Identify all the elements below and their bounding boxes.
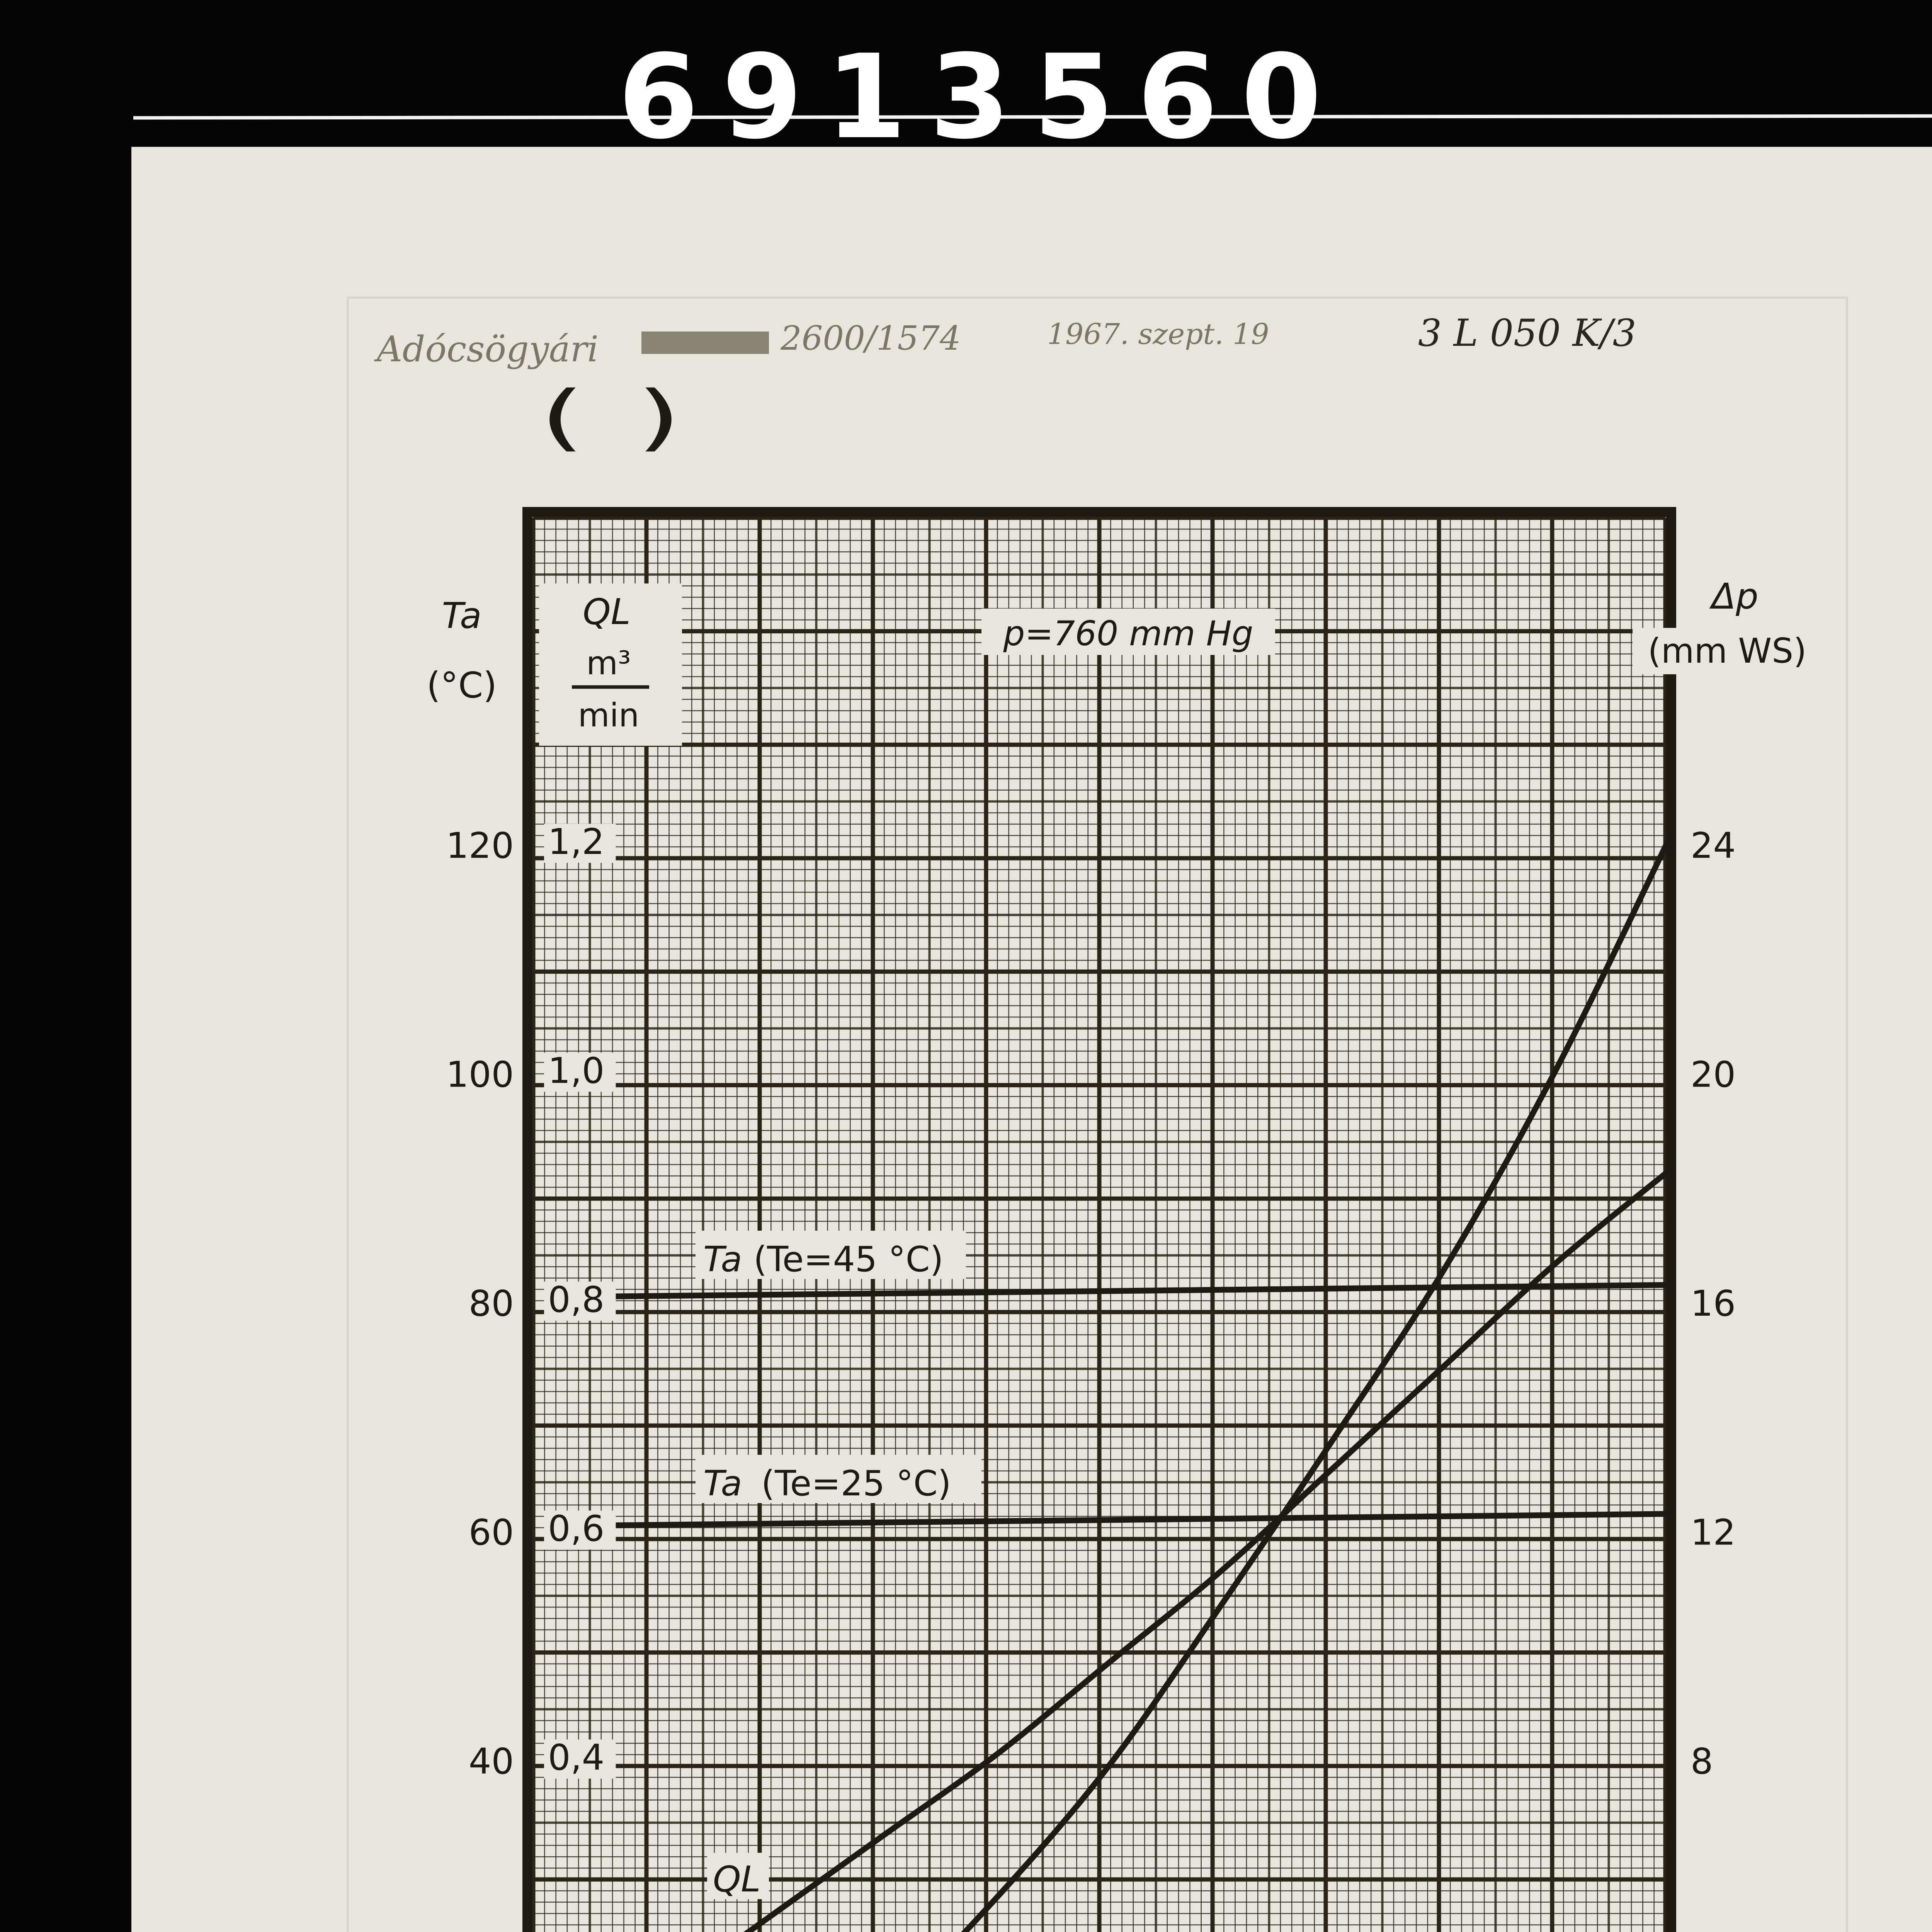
dp-tick-label: 24 [1690,825,1736,866]
date-note: 1967. szept. 19 [1047,318,1269,351]
ql-tick-label: 0,8 [548,1279,605,1320]
dp-tick-label: 20 [1690,1054,1736,1095]
curve-label-ta25 [696,1455,981,1504]
ta-axis-label: Ta [442,595,482,636]
ta45-label-symbol: Ta [703,1239,742,1280]
ta-axis-unit: (°C) [426,665,497,706]
ql-tick-label: 1,2 [548,821,605,862]
scribbled-out-text [641,332,769,354]
negative-number: 6913560 [618,30,1345,165]
ta-tick-label: 80 [468,1283,514,1324]
dp-tick-label: 12 [1690,1512,1736,1553]
chart-title: p=760 mm Hg [1003,614,1253,653]
ta45-label-condition: (Te=45 °C) [753,1239,944,1280]
ql-tick-label: 1,0 [548,1050,605,1092]
ta-tick-label: 120 [446,825,514,866]
curve-label-ta45 [696,1231,966,1280]
ql-tick-label: 0,4 [548,1737,605,1778]
ql-curve-label: QL [713,1859,761,1900]
ql-paren-left: ( [539,375,585,459]
ql-unit-denominator: min [578,696,639,734]
ta-tick-label: 60 [468,1512,514,1553]
handwritten-note: Adócsögyári [377,328,599,370]
dp-axis-label: Δp [1711,576,1759,617]
dp-tick-label: 16 [1690,1283,1736,1324]
ta25-label-symbol: Ta [703,1463,742,1504]
ql-unit-numerator: m³ [586,644,631,682]
model-code: 3 L 050 K/3 [1418,311,1636,355]
graph-paper-grid [533,518,1665,1932]
ql-tick-label: 0,6 [548,1508,605,1549]
ta25-label-condition: (Te=25 °C) [761,1463,951,1504]
ql-axis-label: QL [583,591,631,633]
ql-paren-right: ) [636,375,682,459]
ta-tick-label: 40 [468,1741,514,1782]
dp-tick-label: 8 [1690,1741,1713,1782]
reference-code: 2600/1574 [781,319,961,358]
ta-tick-label: 100 [446,1054,514,1095]
dp-axis-unit: (mm WS) [1648,631,1807,671]
